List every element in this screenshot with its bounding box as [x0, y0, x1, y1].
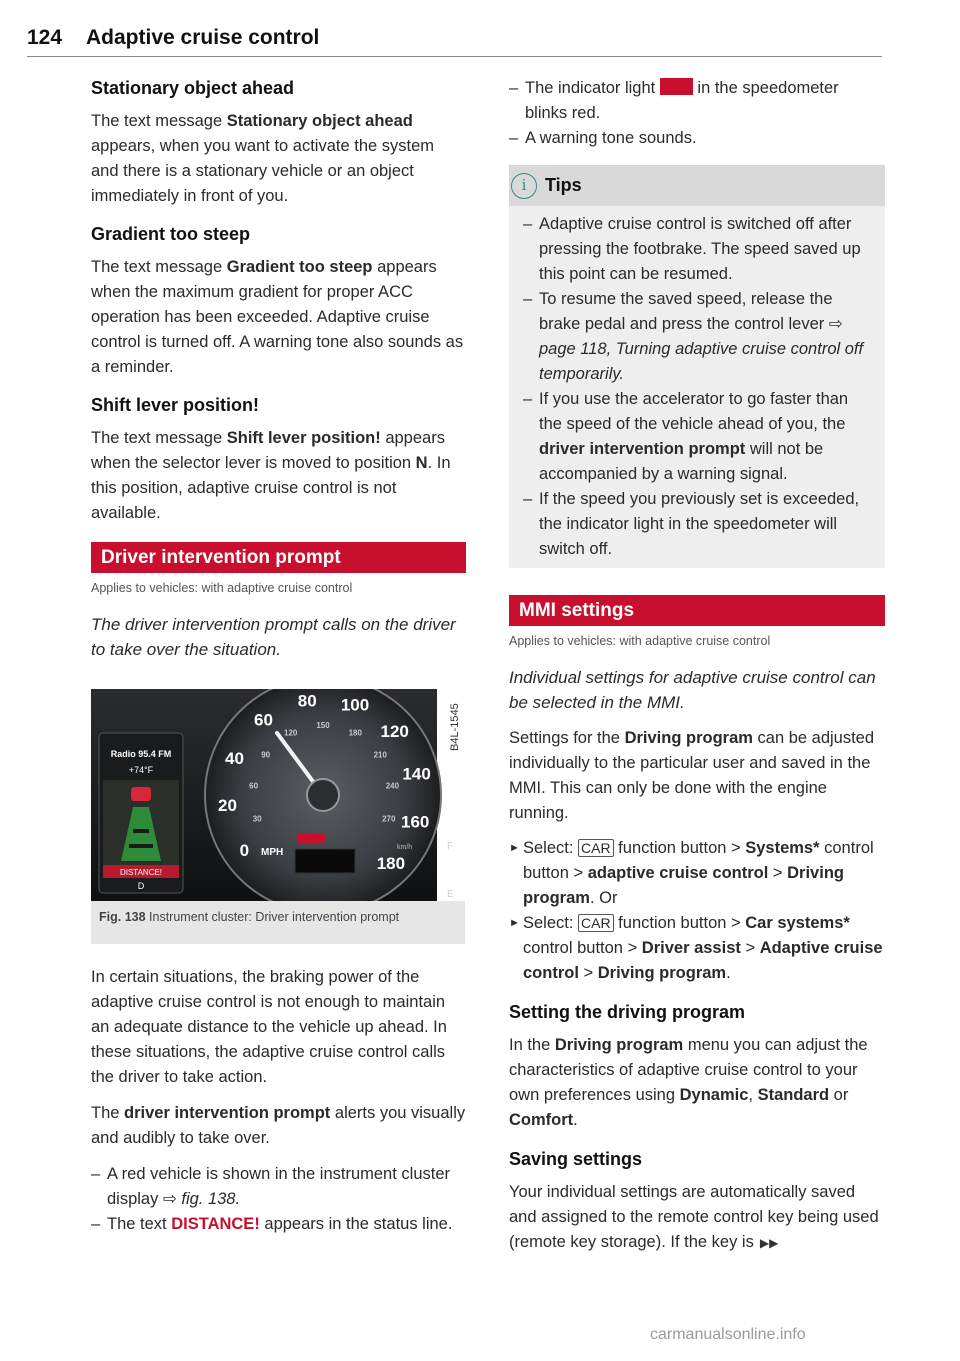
- mph-tick-60: 60: [254, 710, 273, 730]
- tips-header: [509, 165, 885, 206]
- car-key-label: CAR: [578, 839, 614, 857]
- list-item-indicator-light: – The indicator light in the speedometer blinks red.: [509, 79, 839, 122]
- left-column-top: [91, 76, 466, 662]
- fuel-empty-label: E: [447, 889, 454, 900]
- tip-item-4: – If the speed you previously set is exceeded, the indicator light in the speedometer will switch off.: [523, 490, 860, 558]
- section-bar-driver-intervention: Driver intervention prompt: [91, 542, 466, 573]
- page-section-title: Adaptive cruise control: [86, 26, 320, 49]
- paragraph-braking-power: In certain situations, the braking power of the adaptive cruise control is not enough to maintain an adequate distance to the vehicle up ahead. In these situations, the adaptive cruise control calls the driver to take action.: [91, 968, 447, 1086]
- instrument-cluster-image: [91, 689, 465, 901]
- mph-tick-140: 140: [402, 764, 431, 784]
- paragraph-shift-lever: The text message Shift lever position! appears when the selector lever is moved to position N. In this position, adaptive cruise control is not available.: [91, 429, 451, 522]
- page-number: 124: [27, 26, 63, 49]
- fuel-full-label: F: [447, 841, 454, 852]
- mph-tick-80: 80: [297, 691, 317, 711]
- radio-station: Radio 95.4 FM: [110, 749, 172, 759]
- paragraph-driver-prompt-alerts: The driver intervention prompt alerts you visually and audibly to take over.: [91, 1104, 466, 1147]
- car-key-label: CAR: [578, 914, 614, 932]
- figure-caption: Fig. 138 Instrument cluster: Driver intervention prompt: [99, 910, 400, 924]
- kmh-tick-150: 150: [316, 720, 330, 730]
- right-column: [509, 76, 885, 1256]
- section-bar-mmi-settings: MMI settings: [509, 595, 885, 626]
- mph-tick-100: 100: [340, 695, 370, 715]
- list-item-warning-tone: – A warning tone sounds.: [509, 129, 697, 147]
- mph-tick-20: 20: [218, 796, 237, 816]
- needle-hub: [307, 779, 339, 811]
- acc-indicator-icon: [660, 78, 693, 95]
- heading-setting-driving-program: Setting the driving program: [509, 1002, 746, 1022]
- tip-item-2: – To resume the saved speed, release the brake pedal and press the control lever ⇨ page 118, Turning adaptive cruise control off temporarily.: [523, 290, 864, 383]
- instruction-select-2: ► Select: CAR function button > Car systems* control button > Driver assist > Adaptive cruise control > Driving program.: [509, 914, 883, 982]
- kmh-tick-270: 270: [382, 814, 396, 824]
- heading-shift-lever: Shift lever position!: [91, 395, 260, 415]
- paragraph-driving-program: Settings for the Driving program can be adjusted individually to the particular user and saved in the MMI. This can only be done with the engine running.: [509, 729, 875, 822]
- kmh-tick-180: 180: [348, 728, 362, 738]
- acc-bar-gap-2: [129, 844, 153, 848]
- acc-indicator-light: [297, 833, 325, 843]
- applies-to-mmi-settings: Applies to vehicles: with adaptive cruise control: [509, 634, 771, 648]
- paragraph-stationary-object: The text message Stationary object ahead appears, when you want to activate the system and there is a stationary vehicle or an object immediately in front of you.: [91, 112, 435, 205]
- mph-unit-label: MPH: [261, 847, 284, 858]
- lead-mmi-settings: Individual settings for adaptive cruise control can be selected in the MMI.: [509, 668, 876, 712]
- list-item-distance-text: – The text DISTANCE! appears in the status line.: [91, 1215, 453, 1233]
- kmh-tick-60: 60: [249, 781, 259, 791]
- mph-tick-40: 40: [225, 748, 244, 768]
- outside-temperature: +74°F: [128, 765, 154, 775]
- info-icon: i: [511, 173, 537, 199]
- paragraph-setting-driving-program: In the Driving program menu you can adjust the characteristics of adaptive cruise control to your own preferences using Dynamic, Standard or Comfort.: [509, 1036, 868, 1129]
- heading-stationary-object: Stationary object ahead: [91, 78, 295, 98]
- instruction-select-1: ► Select: CAR function button > Systems* control button > adaptive cruise control > Driving program. Or: [509, 839, 874, 907]
- kmh-tick-210: 210: [373, 750, 387, 760]
- speedometer-lcd: [295, 849, 355, 873]
- red-vehicle-icon: [131, 787, 151, 801]
- paragraph-gradient: The text message Gradient too steep appears when the maximum gradient for proper ACC operation has been exceeded. Adaptive cruise control is turned off. A warning tone also sounds as a reminder.: [91, 258, 464, 376]
- kmh-tick-240: 240: [385, 781, 400, 791]
- heading-saving-settings: Saving settings: [509, 1149, 643, 1169]
- mph-tick-160: 160: [401, 812, 430, 832]
- kmh-tick-30: 30: [252, 814, 262, 824]
- mph-tick-180: 180: [376, 853, 406, 873]
- heading-gradient: Gradient too steep: [91, 224, 251, 244]
- figure-138: [91, 689, 465, 944]
- mph-tick-0: 0: [239, 841, 250, 860]
- acc-bar-gap-1: [133, 829, 149, 833]
- tips-box: [509, 165, 885, 568]
- watermark: carmanualsonline.info: [650, 1326, 806, 1343]
- continue-icon: ▶▶: [759, 1236, 779, 1250]
- tips-title: Tips: [545, 175, 582, 195]
- page-header: [27, 24, 882, 57]
- tip-item-1: – Adaptive cruise control is switched off after pressing the footbrake. The speed saved up this point can be resumed.: [523, 215, 861, 283]
- gear-indicator: D: [137, 881, 145, 891]
- applies-to-driver-intervention: Applies to vehicles: with adaptive cruise control: [91, 581, 353, 595]
- kmh-tick-120: 120: [284, 728, 298, 738]
- left-column-bottom: [91, 965, 466, 1237]
- lead-driver-intervention: The driver intervention prompt calls on the driver to take over the situation.: [91, 615, 456, 659]
- mph-tick-120: 120: [380, 722, 409, 742]
- kmh-tick-90: 90: [261, 750, 271, 760]
- tip-item-3: – If you use the accelerator to go faster than the speed of the vehicle ahead of you, the driver intervention prompt will not be accompanied by a warning signal.: [523, 390, 849, 483]
- paragraph-saving-settings: Your individual settings are automatically saved and assigned to the remote control key being used (remote key storage). If the key is ▶▶: [509, 1183, 879, 1251]
- kmh-unit-label: km/h: [397, 844, 413, 851]
- image-code: B4L-1545: [449, 703, 461, 751]
- distance-warning-text: DISTANCE!: [119, 868, 163, 877]
- list-item-red-vehicle: – A red vehicle is shown in the instrument cluster display ⇨ fig. 138.: [91, 1165, 450, 1208]
- tips-body: [509, 206, 885, 568]
